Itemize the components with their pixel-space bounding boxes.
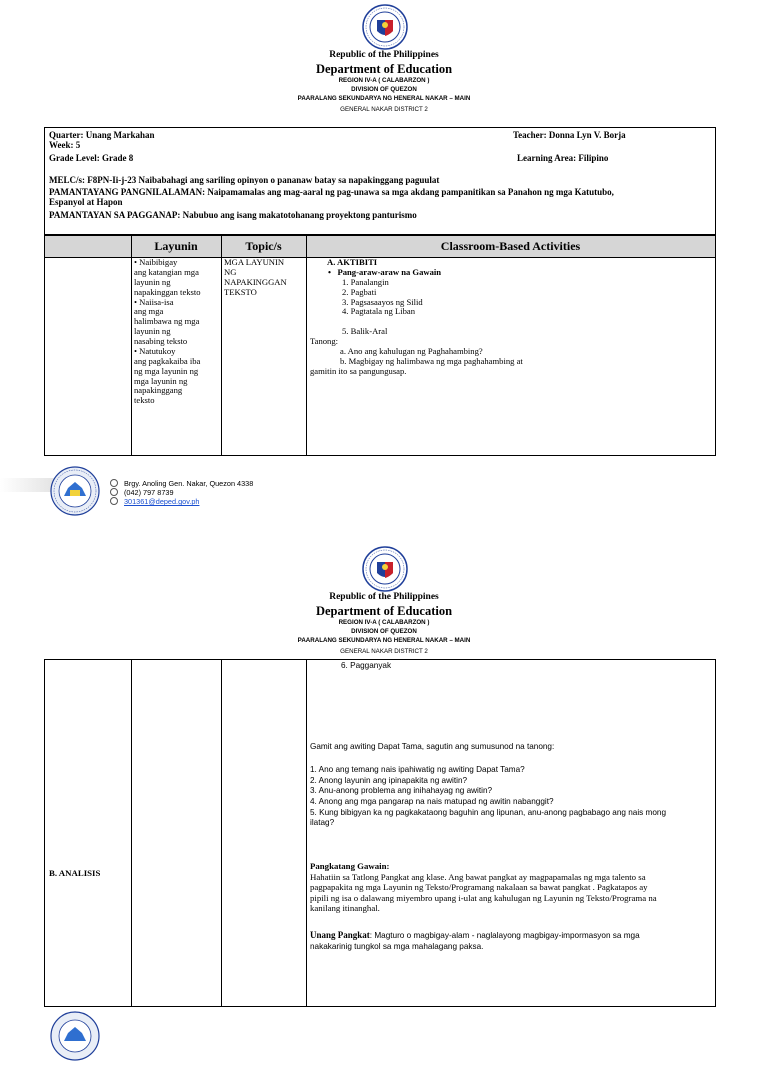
layunin-line: teksto: [134, 395, 155, 406]
question-item: 3. Anu-anong problema ang inihahayag ng awitin?: [310, 786, 493, 796]
week-label: Week: 5: [49, 140, 81, 150]
topic-line: MGA LAYUNIN: [224, 257, 285, 267]
unang-pangkat-text: : Magturo o magbigay-alam - naglalayong magbigay-impormasyon sa mga: [369, 931, 640, 940]
header-republic: Republic of the Philippines: [329, 50, 439, 60]
step-item: 1. Panalangin: [342, 276, 389, 287]
layunin-line: ang mga: [134, 306, 164, 317]
header-republic: Republic of the Philippines: [329, 592, 439, 602]
header-region: REGION IV-A ( CALABARZON ): [338, 77, 430, 84]
unang-pangkat-text-cont: nakakarinig tungkol sa mga mahalagang paksa.: [310, 941, 484, 951]
topic-cell: [224, 258, 287, 298]
pangkatan-line: pagpapakita ng mga Layunin ng Teksto/Programang nakalaan sa bawat pangkat . Pagkatapos ay: [310, 882, 648, 893]
step-item: 3. Pagsasaayos ng Silid: [342, 296, 423, 307]
topic-line: TEKSTO: [224, 286, 257, 297]
header-school: PAARALANG SEKUNDARYA NG HENERAL NAKAR – MAIN: [297, 95, 471, 102]
grade-label: Grade Level: Grade 8: [49, 153, 134, 163]
step-item: 2. Pagbati: [342, 286, 377, 297]
step-pagganyak: 6. Pagganyak: [341, 661, 392, 670]
awitin-intro: Gamit ang awiting Dapat Tama, sagutin ang sumusunod na tanong:: [310, 742, 555, 751]
question-item: 4. Anong ang mga pangarap na nais matupad ng awitin nabanggit?: [310, 796, 554, 806]
deped-seal: [362, 546, 408, 592]
pamantayang-pangnilalaman: PAMANTAYANG PANGNILALAMAN: Naipamamalas ang mag-aaral ng pag-unawa sa mga akdang pampanitikan sa Panahon ng mga Katutubo,: [49, 187, 614, 197]
footer-address: Brgy. Anoling Gen. Nakar, Quezon 4338: [124, 479, 254, 488]
question-item: ilatag?: [310, 818, 335, 828]
pangkatan-block: [310, 861, 714, 914]
footer-email-link[interactable]: 301361@deped.gov.ph: [124, 497, 200, 507]
pangkatan-line: kanilang itinanghal.: [310, 903, 380, 914]
layunin-line: ng mga layunin ng: [134, 365, 199, 376]
gawain-heading: • Pang-araw-araw na Gawain: [328, 266, 442, 277]
layunin-line: ang katangian mga: [134, 266, 199, 277]
step-item: 5. Balik-Aral: [342, 326, 388, 337]
layunin-line: halimbawa ng mga: [134, 316, 200, 327]
layunin-line: • Natutukoy: [134, 345, 176, 356]
lesson-table: [44, 235, 716, 456]
question-item: 5. Kung bibigyan ka ng pagkakataong baguhin ang lipunan, anu-anong pagbabago ang nais mong: [310, 807, 666, 817]
teacher-label: Teacher: Donna Lyn V. Borja: [513, 130, 626, 140]
footer-contact: [110, 479, 253, 506]
aktibiti-heading: A. AKTIBITI: [327, 257, 378, 267]
deped-seal: [362, 4, 408, 50]
pangkatan-line: pipili ng isa o dalawang miyembro upang i-ulat ang kahulugan ng Layunin ng Teksto/Programa na: [310, 892, 657, 903]
question-item: 1. Ano ang temang nais ipahiwatig ng awiting Dapat Tama?: [310, 765, 525, 774]
pamantayang-pangnilalaman-cont: Espanyol at Hapon: [49, 197, 123, 207]
pangkatan-title: Pangkatang Gawain:: [310, 861, 390, 871]
footer-phone: (042) 797 8739: [124, 488, 174, 498]
school-logo: [50, 466, 100, 516]
activities-cell: [310, 258, 710, 377]
email-icon: [110, 497, 118, 505]
header-layunin: Layunin: [154, 239, 198, 253]
question-item: 2. Anong layunin ang ipinapakita ng awitin?: [310, 775, 468, 785]
layunin-line: layunin ng: [134, 276, 171, 287]
header-school: PAARALANG SEKUNDARYA NG HENERAL NAKAR – MAIN: [297, 637, 471, 644]
analysis-table: [44, 659, 716, 1007]
lesson-info-box: [44, 127, 716, 235]
header-district: GENERAL NAKAR DISTRICT 2: [340, 106, 428, 113]
layunin-line: ang pagkakaiba iba: [134, 355, 201, 366]
header-activities: Classroom-Based Activities: [440, 239, 581, 253]
header-department: Department of Education: [315, 604, 453, 618]
tanong-label: Tanong:: [310, 336, 339, 347]
layunin-line: napakinggang: [134, 385, 183, 396]
question-b: b. Magbigay ng halimbawa ng mga paghahambing at: [340, 355, 523, 366]
header-department: Department of Education: [315, 62, 453, 76]
unang-pangkat-label: Unang Pangkat: [310, 930, 370, 940]
phone-icon: [110, 488, 118, 496]
step-item: 4. Pagtatala ng Liban: [342, 306, 416, 317]
unang-pangkat-block: [310, 930, 714, 952]
learning-area-label: Learning Area: Filipino: [517, 153, 609, 163]
layunin-line: layunin ng: [134, 326, 171, 337]
header-topics: Topic/s: [245, 239, 282, 253]
topic-line: NG: [224, 266, 237, 277]
layunin-line: mga layunin ng: [134, 375, 188, 386]
location-icon: [110, 479, 118, 487]
pamantayan-sa-pagganap: PAMANTAYAN SA PAGGANAP: Nabubuo ang isang makatotohanang proyektong panturismo: [49, 210, 417, 220]
melc-label: MELC/s: F8PN-Ii-j-23 Naibabahagi ang sariling opinyon o pananaw batay sa napakinggang paguulat: [49, 175, 440, 185]
topic-line: NAPAKINGGAN: [224, 276, 287, 287]
header-district: GENERAL NAKAR DISTRICT 2: [340, 648, 428, 655]
quarter-label: Quarter: Unang Markahan: [49, 130, 155, 140]
gawain-label: Pang-araw-araw na Gawain: [337, 266, 442, 277]
section-analisis: B. ANALISIS: [49, 868, 101, 878]
header-division: DIVISION OF QUEZON: [351, 86, 417, 93]
question-b-cont: gamitin ito sa pangungusap.: [310, 365, 407, 376]
layunin-line: • Naibibigay: [134, 257, 178, 267]
layunin-line: napakinggan teksto: [134, 286, 201, 297]
header-region: REGION IV-A ( CALABARZON ): [338, 619, 430, 626]
awitin-questions: [310, 765, 714, 829]
layunin-line: • Naiisa-isa: [134, 296, 174, 307]
layunin-cell: [134, 258, 201, 406]
pangkatan-line: Hahatiin sa Tatlong Pangkat ang klase. Ang bawat pangkat ay magpapamalas ng mga talento sa: [310, 871, 646, 882]
header-division: DIVISION OF QUEZON: [351, 628, 417, 635]
school-logo: [50, 1011, 100, 1061]
layunin-line: nasabing teksto: [134, 336, 188, 346]
question-a: a. Ano ang kahulugan ng Paghahambing?: [340, 346, 483, 356]
